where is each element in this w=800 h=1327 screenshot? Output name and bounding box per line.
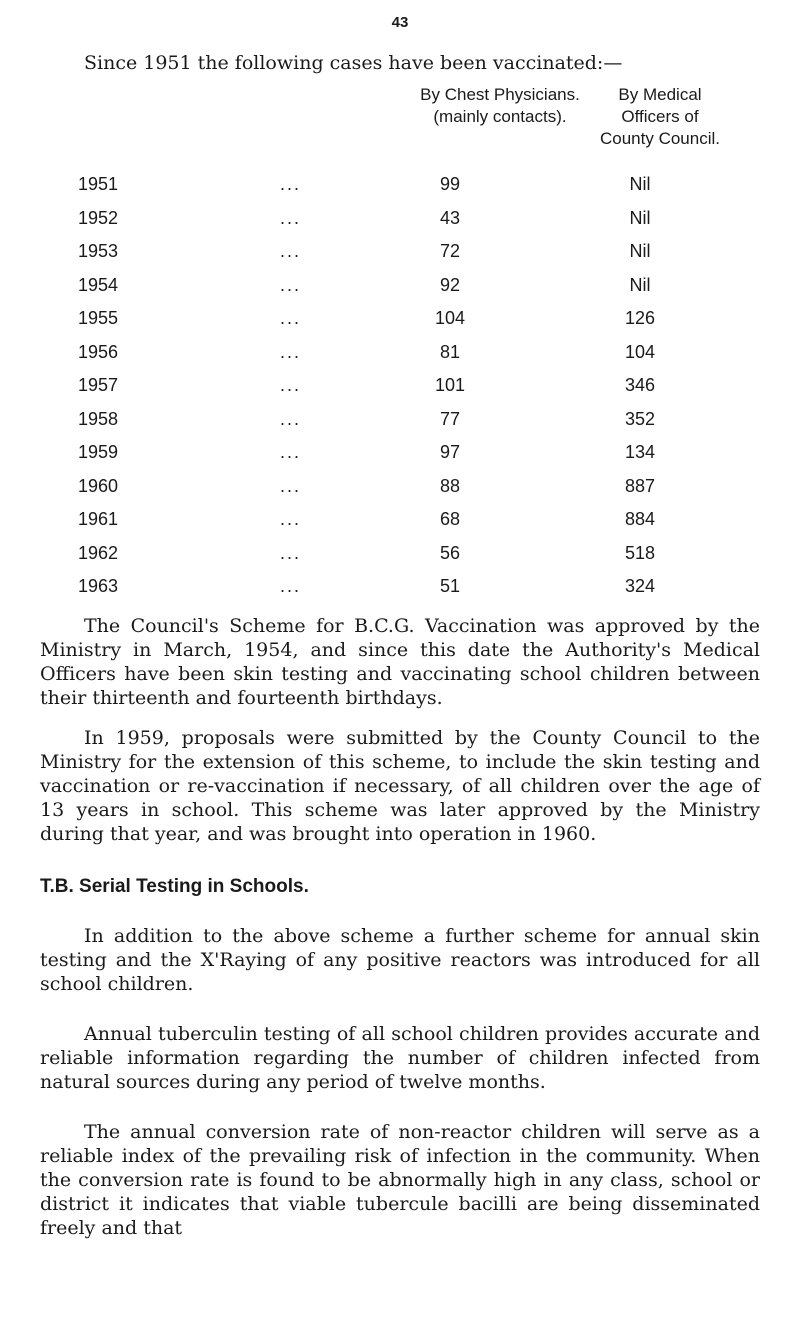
table-header bbox=[40, 80, 760, 170]
row-leader-dots: ... bbox=[280, 542, 302, 563]
row-leader-dots: ... bbox=[280, 207, 302, 228]
row-chest-count: 104 bbox=[434, 308, 466, 328]
header-medical-line2: Officers of bbox=[621, 107, 699, 126]
row-leader-dots: ... bbox=[280, 576, 302, 596]
row-chest-count: 92 bbox=[439, 274, 461, 295]
row-year: 1956 bbox=[78, 341, 119, 362]
table-row bbox=[40, 271, 760, 305]
table-row bbox=[40, 438, 760, 472]
row-leader-dots: ... bbox=[280, 442, 302, 462]
intro-text: Since 1951 the following cases have been vaccinated:— bbox=[84, 52, 623, 74]
header-medical-officers bbox=[555, 84, 765, 150]
row-chest-count: 43 bbox=[439, 207, 461, 228]
header-chest-line1: By Chest Physicians. bbox=[420, 85, 580, 104]
row-chest-count: 51 bbox=[439, 576, 461, 596]
row-leader-dots: ... bbox=[280, 241, 302, 261]
row-chest-count: 88 bbox=[439, 475, 461, 496]
row-year: 1957 bbox=[78, 375, 119, 395]
paragraph-conversion-rate: The annual conversion rate of non-reactor children will serve as a reliable index of the prevailing risk of infection in the community. When the conversion rate is found to be abnormally high in any class, school or district it indicates that viable tubercule bacilli are being disseminated freely and that bbox=[40, 1120, 760, 1239]
row-chest-count: 99 bbox=[439, 174, 461, 194]
row-medical-count: 126 bbox=[624, 308, 656, 328]
row-year: 1954 bbox=[78, 274, 119, 295]
section-heading: T.B. Serial Testing in Schools. bbox=[40, 875, 309, 897]
row-leader-dots: ... bbox=[280, 308, 302, 328]
row-medical-count: Nil bbox=[629, 174, 651, 194]
row-year: 1952 bbox=[78, 207, 119, 228]
paragraph-annual-testing-scheme: In addition to the above scheme a further scheme for annual skin testing and the X'Raying of any positive reactors was introduced for all school children. bbox=[40, 924, 760, 995]
header-medical-line3: County Council. bbox=[599, 129, 720, 148]
table-row bbox=[40, 170, 760, 204]
row-year: 1951 bbox=[78, 174, 119, 194]
row-year: 1953 bbox=[78, 241, 119, 261]
paragraph-extension-proposal: In 1959, proposals were submitted by the County Council to the Ministry for the extension of this scheme, to include the skin testing and vaccination or re-vaccination if necessary, of all children over the age of 13 years in school. This scheme was later approved by the Ministry during that year, and was brought into operation in 1960. bbox=[40, 726, 760, 845]
row-leader-dots: ... bbox=[280, 274, 302, 295]
row-year: 1959 bbox=[78, 442, 119, 462]
table-row bbox=[40, 539, 760, 573]
table-body bbox=[40, 170, 760, 606]
row-leader-dots: ... bbox=[280, 509, 302, 529]
row-chest-count: 72 bbox=[439, 241, 461, 261]
row-medical-count: 346 bbox=[624, 375, 656, 395]
row-medical-count: 324 bbox=[624, 576, 656, 596]
row-medical-count: 887 bbox=[624, 475, 656, 496]
row-leader-dots: ... bbox=[280, 375, 302, 395]
table-row bbox=[40, 338, 760, 372]
row-medical-count: 518 bbox=[624, 542, 656, 563]
row-chest-count: 56 bbox=[439, 542, 461, 563]
row-year: 1963 bbox=[78, 576, 119, 596]
row-leader-dots: ... bbox=[280, 341, 302, 362]
row-year: 1958 bbox=[78, 408, 119, 429]
row-year: 1960 bbox=[78, 475, 119, 496]
table-row bbox=[40, 371, 760, 405]
table-row bbox=[40, 572, 760, 606]
row-leader-dots: ... bbox=[280, 174, 302, 194]
table-row bbox=[40, 505, 760, 539]
table-row bbox=[40, 405, 760, 439]
page-number: 43 bbox=[391, 14, 409, 31]
header-chest-line2: (mainly contacts). bbox=[433, 107, 567, 126]
row-year: 1961 bbox=[78, 509, 119, 529]
row-leader-dots: ... bbox=[280, 475, 302, 496]
row-chest-count: 101 bbox=[434, 375, 466, 395]
table-row bbox=[40, 472, 760, 506]
row-year: 1955 bbox=[78, 308, 119, 328]
table-row bbox=[40, 204, 760, 238]
row-year: 1962 bbox=[78, 542, 119, 563]
vaccination-table bbox=[40, 80, 760, 606]
row-medical-count: Nil bbox=[629, 241, 651, 261]
table-row bbox=[40, 237, 760, 271]
row-medical-count: Nil bbox=[629, 207, 651, 228]
row-medical-count: Nil bbox=[629, 274, 651, 295]
row-medical-count: 134 bbox=[624, 442, 656, 462]
row-chest-count: 77 bbox=[439, 408, 461, 429]
row-leader-dots: ... bbox=[280, 408, 302, 429]
header-medical-line1: By Medical bbox=[618, 85, 702, 104]
paragraph-tuberculin-testing: Annual tuberculin testing of all school children provides accurate and reliable information regarding the number of children infected from natural sources during any period of twelve months. bbox=[40, 1022, 760, 1093]
table-row bbox=[40, 304, 760, 338]
row-medical-count: 352 bbox=[624, 408, 656, 429]
row-chest-count: 97 bbox=[439, 442, 461, 462]
row-medical-count: 104 bbox=[624, 341, 656, 362]
row-chest-count: 81 bbox=[439, 341, 461, 362]
row-chest-count: 68 bbox=[439, 509, 461, 529]
paragraph-bcg-scheme: The Council's Scheme for B.C.G. Vaccination was approved by the Ministry in March, 1954, and since this date the Authority's Medical Officers have been skin testing and vaccinating school children between their thirteenth and fourteenth birthdays. bbox=[40, 614, 760, 709]
row-medical-count: 884 bbox=[624, 509, 656, 529]
